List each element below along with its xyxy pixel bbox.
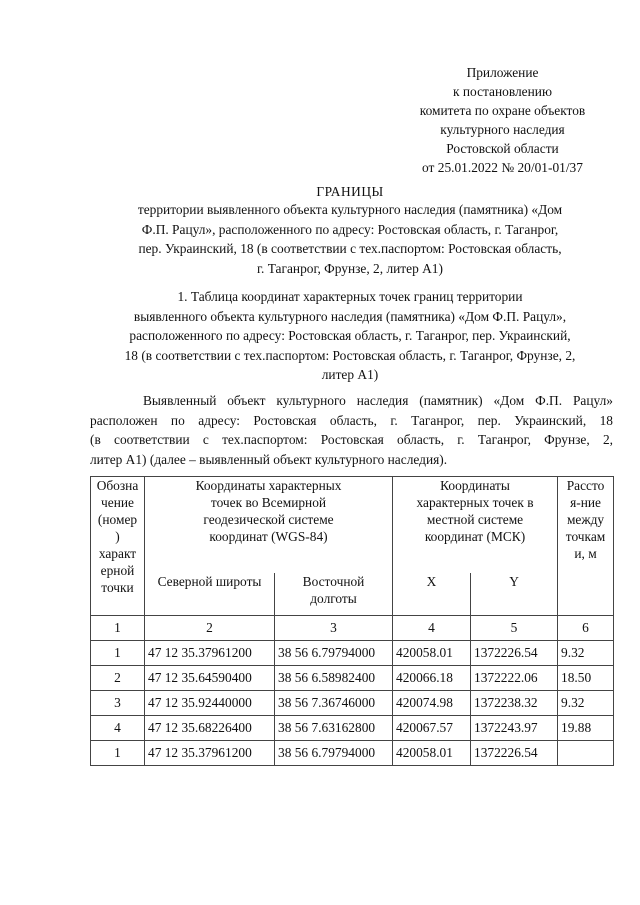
paragraph-line: Выявленный объект культурного наследия (памятник) «Дом Ф.П. Рацул» bbox=[143, 393, 613, 408]
cell-x: 420074.98 bbox=[393, 691, 471, 716]
appendix-line: от 25.01.2022 № 20/01-01/37 bbox=[422, 160, 583, 175]
header-latitude: Северной широты bbox=[145, 573, 275, 616]
cell-y: 1372238.32 bbox=[471, 691, 558, 716]
cell-latitude: 47 12 35.92440000 bbox=[145, 691, 275, 716]
cell-y: 1372222.06 bbox=[471, 666, 558, 691]
cell-distance: 19.88 bbox=[558, 716, 614, 741]
header-x: X bbox=[393, 573, 471, 616]
cell-longitude: 38 56 7.36746000 bbox=[275, 691, 393, 716]
subtitle-line: пер. Украинский, 18 (в соответствии с тех.паспортом: Ростовская область, bbox=[138, 241, 562, 256]
section-line: расположенного по адресу: Ростовская область, г. Таганрог, пер. Украинский, bbox=[129, 328, 571, 343]
appendix-line: культурного наследия bbox=[440, 122, 565, 137]
cell-distance bbox=[558, 741, 614, 766]
cell-point: 3 bbox=[91, 691, 145, 716]
cell-y: 1372226.54 bbox=[471, 741, 558, 766]
body-paragraph bbox=[90, 391, 613, 469]
appendix-line: комитета по охране объектов bbox=[419, 103, 586, 118]
appendix-line: Приложение bbox=[466, 65, 539, 80]
cell-latitude: 47 12 35.64590400 bbox=[145, 666, 275, 691]
column-number: 2 bbox=[145, 616, 275, 641]
appendix-line: Ростовской области bbox=[446, 141, 559, 156]
cell-point: 2 bbox=[91, 666, 145, 691]
appendix-block bbox=[390, 63, 615, 177]
header-point-designation: Обозна чение (номер ) характ ерной точки bbox=[91, 477, 145, 616]
cell-y: 1372243.97 bbox=[471, 716, 558, 741]
header-y: Y bbox=[471, 573, 558, 616]
document-subtitle bbox=[103, 200, 597, 278]
cell-longitude: 38 56 7.63162800 bbox=[275, 716, 393, 741]
column-number: 3 bbox=[275, 616, 393, 641]
cell-distance: 9.32 bbox=[558, 641, 614, 666]
cell-latitude: 47 12 35.68226400 bbox=[145, 716, 275, 741]
paragraph-line: расположен по адресу: Ростовская область, г. Таганрог, пер. Украинский, 18 bbox=[90, 412, 613, 428]
coordinates-table bbox=[90, 476, 614, 766]
table-row bbox=[91, 716, 614, 741]
cell-x: 420066.18 bbox=[393, 666, 471, 691]
table-row bbox=[91, 666, 614, 691]
cell-latitude: 47 12 35.37961200 bbox=[145, 741, 275, 766]
paragraph-line: литер А1) (далее – выявленный объект культурного наследия). bbox=[90, 451, 448, 467]
subtitle-line: территории выявленного объекта культурного наследия (памятника) «Дом bbox=[137, 202, 563, 217]
column-number: 1 bbox=[91, 616, 145, 641]
header-wgs84-group: Координаты характерных точек во Всемирной геодезической системе координат (WGS-84) bbox=[145, 477, 393, 574]
cell-distance: 9.32 bbox=[558, 691, 614, 716]
subtitle-line: Ф.П. Рацул», расположенного по адресу: Ростовская область, г. Таганрог, bbox=[141, 221, 559, 237]
table-row bbox=[91, 641, 614, 666]
section-line: 18 (в соответствии с тех.паспортом: Ростовская область, г. Таганрог, Фрунзе, 2, bbox=[124, 347, 576, 363]
column-number: 6 bbox=[558, 616, 614, 641]
header-msk-group: Координаты характерных точек в местной системе координат (МСК) bbox=[393, 477, 558, 574]
cell-longitude: 38 56 6.79794000 bbox=[275, 741, 393, 766]
table-row bbox=[91, 691, 614, 716]
cell-x: 420058.01 bbox=[393, 641, 471, 666]
cell-distance: 18.50 bbox=[558, 666, 614, 691]
appendix-line: к постановлению bbox=[453, 84, 552, 99]
document-title: ГРАНИЦЫ bbox=[316, 184, 384, 199]
subtitle-line: г. Таганрог, Фрунзе, 2, литер А1) bbox=[257, 260, 443, 276]
section-line: выявленного объекта культурного наследия (памятника) «Дом Ф.П. Рацул», bbox=[133, 308, 567, 324]
section-line: 1. Таблица координат характерных точек границ территории bbox=[177, 289, 523, 304]
section-line: литер А1) bbox=[321, 367, 379, 382]
cell-point: 1 bbox=[91, 741, 145, 766]
cell-point: 4 bbox=[91, 716, 145, 741]
header-distance: Рассто я-ние между точкам и, м bbox=[558, 477, 614, 616]
header-longitude: Восточной долготы bbox=[275, 573, 393, 616]
cell-y: 1372226.54 bbox=[471, 641, 558, 666]
column-number: 5 bbox=[471, 616, 558, 641]
table-row bbox=[91, 741, 614, 766]
cell-longitude: 38 56 6.79794000 bbox=[275, 641, 393, 666]
cell-latitude: 47 12 35.37961200 bbox=[145, 641, 275, 666]
paragraph-line: (в соответствии с тех.паспортом: Ростовская область, г. Таганрог, Фрунзе, 2, bbox=[90, 432, 613, 447]
column-number: 4 bbox=[393, 616, 471, 641]
column-number-row bbox=[91, 616, 614, 641]
section-heading bbox=[87, 287, 613, 385]
cell-longitude: 38 56 6.58982400 bbox=[275, 666, 393, 691]
cell-x: 420067.57 bbox=[393, 716, 471, 741]
cell-x: 420058.01 bbox=[393, 741, 471, 766]
cell-point: 1 bbox=[91, 641, 145, 666]
